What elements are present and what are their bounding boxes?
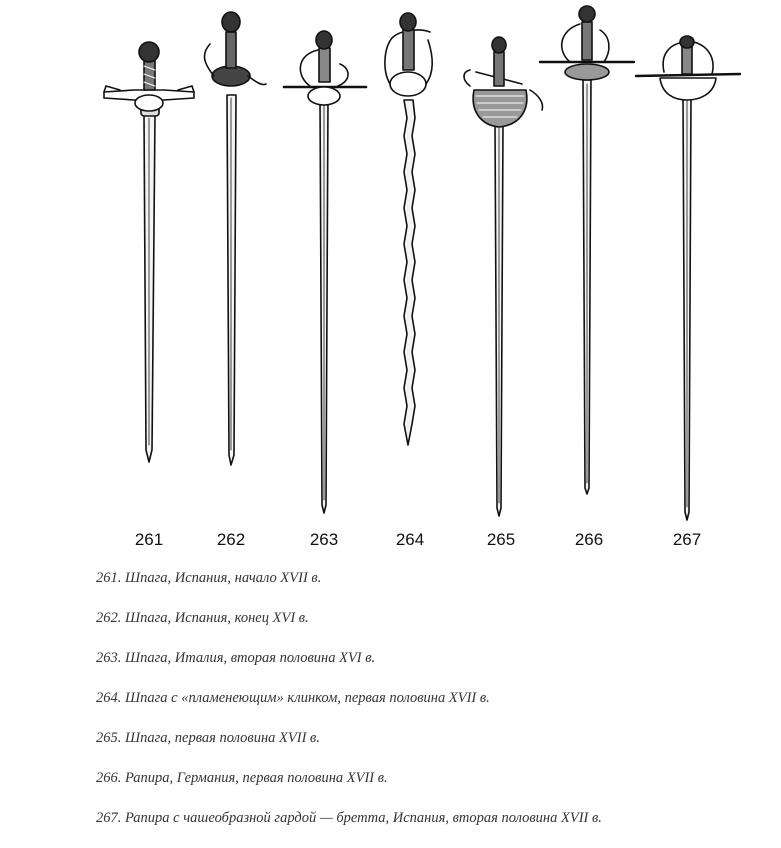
- sword-267-drawing: [636, 36, 740, 520]
- sword-261-drawing: [104, 42, 194, 462]
- sword-266-drawing: [540, 6, 634, 494]
- figure-number-262: 262: [216, 530, 246, 549]
- caption-261: 261. Шпага, Испания, начало XVII в.: [96, 570, 322, 586]
- figure-number-264: 264: [395, 530, 425, 549]
- figure-number-263: 263: [309, 530, 339, 549]
- caption-262: 262. Шпага, Испания, конец XVI в.: [96, 610, 309, 626]
- sword-263-drawing: [284, 31, 366, 513]
- caption-266: 266. Рапира, Германия, первая половина XVII в.: [96, 770, 388, 786]
- figure-number-267: 267: [672, 530, 702, 549]
- sword-262-drawing: [204, 12, 266, 465]
- caption-263: 263. Шпага, Италия, вторая половина XVI в.: [96, 650, 376, 666]
- sword-264-drawing: [385, 13, 432, 445]
- figure-number-265: 265: [486, 530, 516, 549]
- caption-265: 265. Шпага, первая половина XVII в.: [96, 730, 320, 746]
- caption-264: 264. Шпага с «пламенеющим» клинком, первая половина XVII в.: [96, 690, 490, 706]
- sword-265-drawing: [464, 37, 543, 516]
- figure-number-266: 266: [574, 530, 604, 549]
- caption-list: [96, 568, 776, 848]
- figure-number-261: 261: [134, 530, 164, 549]
- caption-267: 267. Рапира с чашеобразной гардой — бретта, Испания, вторая половина XVII в.: [96, 810, 602, 826]
